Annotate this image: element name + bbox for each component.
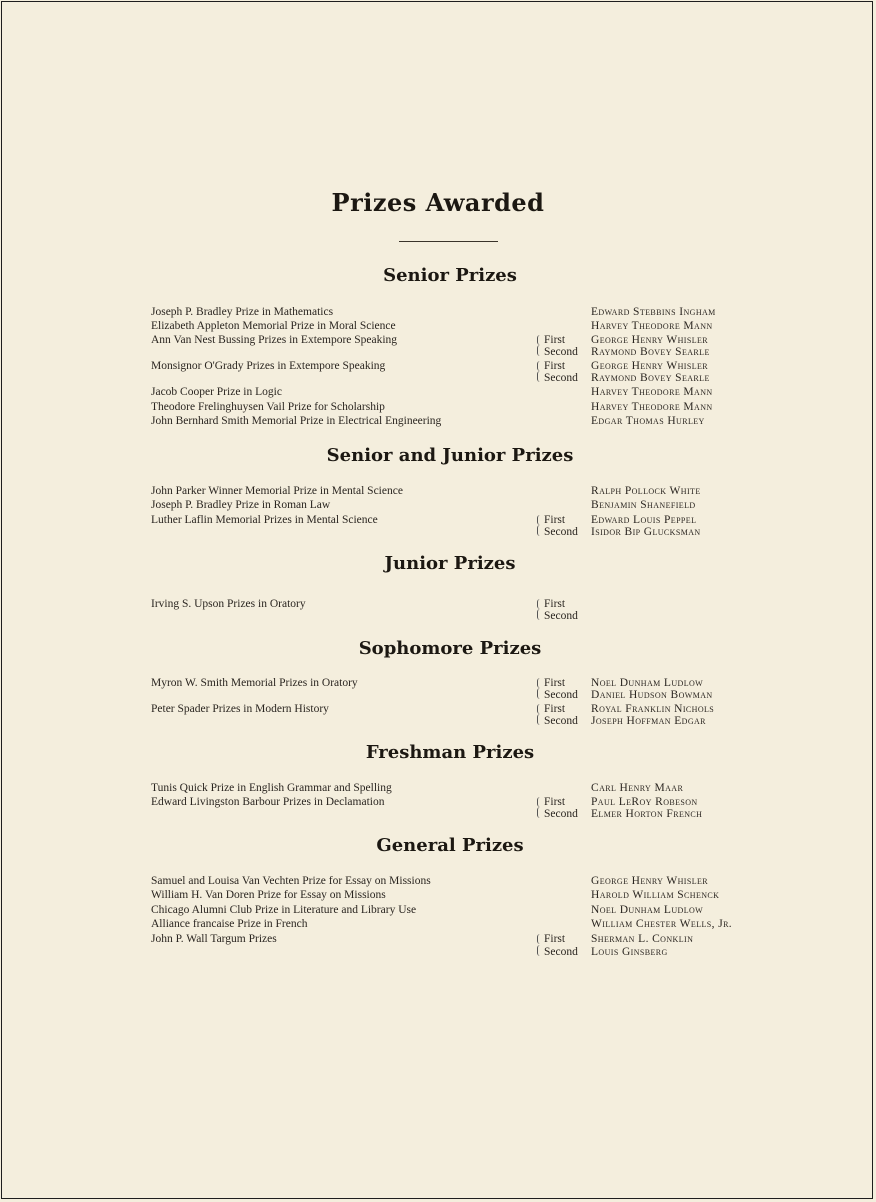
prize-name: John Parker Winner Memorial Prize in Mental Science — [151, 485, 403, 497]
prize-row — [0, 874, 876, 888]
winner-name: Raymond Bovey Searle — [591, 346, 710, 358]
winner-name: Paul LeRoy Robeson — [591, 796, 698, 808]
section-heading: General Prizes — [376, 835, 524, 856]
prize-name: Irving S. Upson Prizes in Oratory — [151, 598, 306, 610]
prize-name: Tunis Quick Prize in English Grammar and Spelling — [151, 782, 392, 794]
prize-name: John P. Wall Targum Prizes — [151, 933, 277, 945]
prize-row — [0, 888, 876, 902]
prize-row — [0, 525, 876, 539]
winner-name: Royal Franklin Nichols — [591, 703, 715, 715]
prize-row — [0, 400, 876, 414]
winner-name: George Henry Whisler — [591, 360, 709, 372]
winner-name: George Henry Whisler — [591, 875, 709, 887]
place-text: Second — [544, 808, 578, 820]
winner-name: Edgar Thomas Hurley — [591, 415, 705, 427]
prize-name: Joseph P. Bradley Prize in Mathematics — [151, 306, 334, 318]
place-label — [537, 807, 578, 821]
prize-row — [0, 414, 876, 428]
section-heading: Freshman Prizes — [365, 742, 535, 763]
winner-name: Harold William Schenck — [591, 889, 720, 901]
place-label — [537, 945, 578, 959]
prize-name: Myron W. Smith Memorial Prizes in Oratory — [151, 677, 358, 689]
prize-row — [0, 807, 876, 821]
winner-name: Elmer Horton French — [591, 808, 703, 820]
prize-name: Jacob Cooper Prize in Logic — [151, 386, 282, 398]
prize-row — [0, 319, 876, 333]
place-label — [537, 345, 578, 359]
winner-name: Harvey Theodore Mann — [591, 401, 713, 413]
place-text: First — [544, 703, 566, 715]
winner-name: Edward Stebbins Ingham — [591, 306, 716, 318]
place-text: First — [544, 598, 566, 610]
place-text: Second — [544, 372, 578, 384]
prize-row — [0, 781, 876, 795]
place-label — [537, 932, 565, 946]
prize-row — [0, 385, 876, 399]
section-heading: Senior and Junior Prizes — [326, 445, 574, 466]
winner-name: George Henry Whisler — [591, 334, 709, 346]
prize-row — [0, 345, 876, 359]
place-text: Second — [544, 715, 578, 727]
place-text: Second — [544, 346, 578, 358]
section-heading: Senior Prizes — [383, 265, 517, 286]
place-text: First — [544, 933, 566, 945]
winner-name: Harvey Theodore Mann — [591, 320, 713, 332]
winner-name: Carl Henry Maar — [591, 782, 684, 794]
winner-name: William Chester Wells, Jr. — [591, 918, 733, 930]
winner-name: Noel Dunham Ludlow — [591, 904, 704, 916]
prize-name: Edward Livingston Barbour Prizes in Declamation — [151, 796, 385, 808]
prize-name: Elizabeth Appleton Memorial Prize in Moral Science — [151, 320, 396, 332]
prize-row — [0, 688, 876, 702]
page-title: Prizes Awarded — [331, 188, 545, 217]
place-label — [537, 609, 578, 623]
prize-row — [0, 371, 876, 385]
prize-name: Alliance francaise Prize in French — [151, 918, 308, 930]
winner-name: Joseph Hoffman Edgar — [591, 715, 706, 727]
place-text: Second — [544, 526, 578, 538]
winner-name: Ralph Pollock White — [591, 485, 701, 497]
place-text: First — [544, 360, 566, 372]
prize-name: John Bernhard Smith Memorial Prize in Electrical Engineering — [151, 415, 442, 427]
prize-name: Chicago Alumni Club Prize in Literature and Library Use — [151, 904, 417, 916]
prize-name: Luther Laflin Memorial Prizes in Mental Science — [151, 514, 378, 526]
title-rule — [399, 241, 498, 242]
prize-name: Peter Spader Prizes in Modern History — [151, 703, 329, 715]
prize-name: Samuel and Louisa Van Vechten Prize for Essay on Missions — [151, 875, 431, 887]
place-text: First — [544, 334, 566, 346]
winner-name: Harvey Theodore Mann — [591, 386, 713, 398]
winner-name: Benjamin Shanefield — [591, 499, 696, 511]
place-text: Second — [544, 689, 578, 701]
winner-name: Raymond Bovey Searle — [591, 372, 710, 384]
prize-row — [0, 609, 876, 623]
winner-name: Sherman L. Conklin — [591, 933, 694, 945]
place-text: First — [544, 677, 566, 689]
prize-name: William H. Van Doren Prize for Essay on Missions — [151, 889, 386, 901]
section-heading: Sophomore Prizes — [358, 638, 542, 659]
prize-name: Monsignor O'Grady Prizes in Extempore Speaking — [151, 360, 386, 372]
place-text: First — [544, 796, 566, 808]
winner-name: Isidor Bip Glucksman — [591, 526, 701, 538]
prize-row — [0, 932, 876, 946]
prize-row — [0, 903, 876, 917]
place-label — [537, 371, 578, 385]
prize-row — [0, 498, 876, 512]
prize-row — [0, 305, 876, 319]
winner-name: Daniel Hudson Bowman — [591, 689, 713, 701]
section-heading: Junior Prizes — [384, 553, 516, 574]
place-text: First — [544, 514, 566, 526]
place-text: Second — [544, 610, 578, 622]
prize-name: Theodore Frelinghuysen Vail Prize for Scholarship — [151, 401, 385, 413]
winner-name: Noel Dunham Ludlow — [591, 677, 704, 689]
prize-row — [0, 714, 876, 728]
place-text: Second — [544, 946, 578, 958]
prize-name: Joseph P. Bradley Prize in Roman Law — [151, 499, 331, 511]
prize-row — [0, 945, 876, 959]
prize-row — [0, 484, 876, 498]
prize-row — [0, 917, 876, 931]
winner-name: Edward Louis Peppel — [591, 514, 697, 526]
place-label — [537, 688, 578, 702]
winner-name: Louis Ginsberg — [591, 946, 668, 958]
place-label — [537, 714, 578, 728]
prize-name: Ann Van Nest Bussing Prizes in Extempore Speaking — [151, 334, 398, 346]
place-label — [537, 525, 578, 539]
